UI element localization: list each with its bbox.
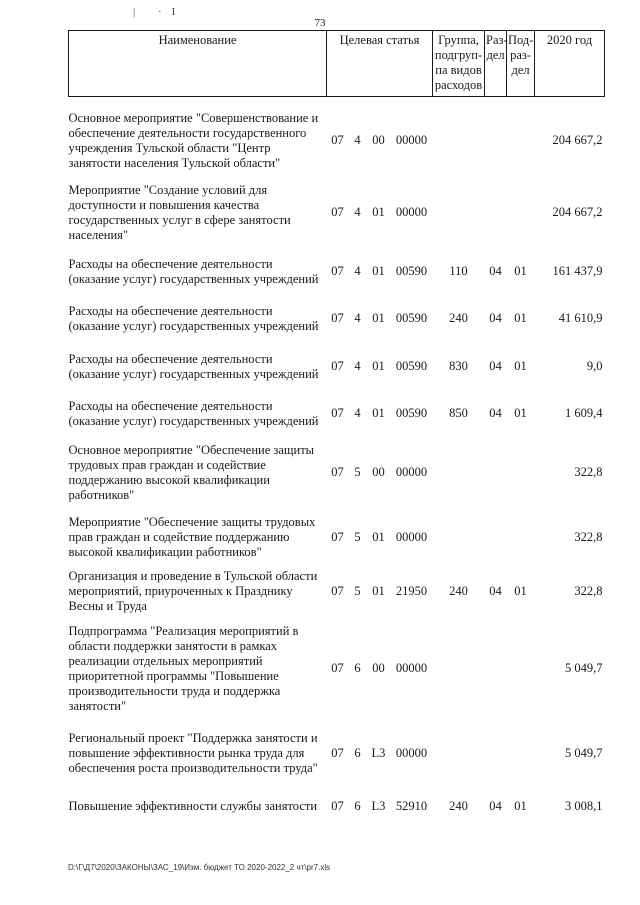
table-row <box>69 617 605 721</box>
row-code-direction: 00590 <box>395 359 428 373</box>
row-expense-group: 850 <box>449 406 468 420</box>
row-name: Основное мероприятие "Совершенствование и обеспечение деятельности государственного учреждения Тульской области "Центр занятости населения Тульской области" <box>68 110 319 170</box>
row-code-program: 07 <box>331 530 344 544</box>
row-section: 04 <box>489 584 502 598</box>
row-subsection <box>507 177 535 249</box>
row-section <box>485 721 507 787</box>
table-body <box>69 105 605 827</box>
row-code-event: L3 <box>371 799 386 813</box>
header-year: 2020 год <box>535 31 605 97</box>
table-row <box>69 787 605 827</box>
row-code-program: 07 <box>331 133 344 147</box>
row-amount: 9,0 <box>586 359 603 373</box>
header-expense-group: Группа, подгруп-па видов расходов <box>433 31 485 97</box>
row-expense-group: 240 <box>449 799 468 813</box>
row-code-subprogram: 4 <box>354 359 361 373</box>
row-section <box>485 105 507 177</box>
row-code-direction: 00590 <box>395 264 428 278</box>
row-section <box>485 437 507 509</box>
table-row <box>69 105 605 177</box>
row-name: Организация и проведение в Тульской области мероприятий, приуроченных к Празднику Весны и Труда <box>68 569 318 613</box>
row-code-subprogram: 6 <box>354 661 361 675</box>
row-code-program: 07 <box>331 264 344 278</box>
row-code-program: 07 <box>331 465 344 479</box>
row-code-event: 01 <box>372 311 385 325</box>
header-subsection: Под-раз-дел <box>507 31 535 97</box>
page-number: 73 <box>314 17 326 29</box>
row-amount: 204 667,2 <box>552 133 603 147</box>
row-code-subprogram: 4 <box>354 205 361 219</box>
table-row <box>69 437 605 509</box>
row-amount: 5 049,7 <box>565 661 603 675</box>
row-expense-group <box>433 437 485 509</box>
row-amount: 3 008,1 <box>565 799 603 813</box>
row-subsection <box>507 617 535 721</box>
row-amount: 161 437,9 <box>552 264 603 278</box>
row-amount: 41 610,9 <box>558 311 603 325</box>
row-expense-group <box>433 509 485 567</box>
row-subsection: 01 <box>514 584 527 598</box>
row-name: Основное мероприятие "Обеспечение защиты трудовых прав граждан и содействие поддержанию высокой квалификации работников" <box>68 442 315 502</box>
row-code-subprogram: 5 <box>354 584 361 598</box>
row-subsection: 01 <box>514 359 527 373</box>
row-code-direction: 21950 <box>395 584 428 598</box>
table-header <box>69 31 605 105</box>
row-code-program: 07 <box>331 406 344 420</box>
row-expense-group <box>433 177 485 249</box>
row-code-direction: 52910 <box>395 799 428 813</box>
table-row <box>69 249 605 295</box>
row-code-subprogram: 4 <box>354 133 361 147</box>
row-section: 04 <box>489 264 502 278</box>
row-code-event: 01 <box>372 359 385 373</box>
row-expense-group: 240 <box>449 584 468 598</box>
row-amount: 204 667,2 <box>552 205 603 219</box>
file-path-footer: D:\Г\Д7\2020\ЗАКОНЫ\ЗАС_19\Изм. бюджет ТО 2020-2022_2 чт\pr7.xls <box>68 863 331 872</box>
row-expense-group: 830 <box>449 359 468 373</box>
row-expense-group: 110 <box>449 264 468 278</box>
row-section <box>485 617 507 721</box>
row-name: Расходы на обеспечение деятельности (оказание услуг) государственных учреждений <box>68 351 319 381</box>
row-code-event: 01 <box>372 264 385 278</box>
row-expense-group <box>433 617 485 721</box>
row-name: Мероприятие "Обеспечение защиты трудовых прав граждан и содействие поддержанию высокой квалификации работников" <box>68 515 316 559</box>
row-code-event: 00 <box>372 133 385 147</box>
header-spacer <box>69 97 605 105</box>
row-expense-group <box>433 105 485 177</box>
row-expense-group <box>433 721 485 787</box>
row-subsection <box>507 509 535 567</box>
scan-marks: | ·I <box>133 6 186 18</box>
row-code-subprogram: 4 <box>354 264 361 278</box>
row-name: Подпрограмма "Реализация мероприятий в области поддержки занятости в рамках реализации отдельных мероприятий приоритетной программы "Повышение производительности труда и поддержка занятости" <box>68 623 299 713</box>
row-code-direction: 00590 <box>395 406 428 420</box>
row-code-program: 07 <box>331 359 344 373</box>
row-code-subprogram: 6 <box>354 799 361 813</box>
row-code-event: 01 <box>372 584 385 598</box>
table-row <box>69 343 605 391</box>
row-subsection: 01 <box>514 311 527 325</box>
row-section: 04 <box>489 406 502 420</box>
row-section: 04 <box>489 311 502 325</box>
row-section <box>485 177 507 249</box>
row-code-direction: 00000 <box>395 661 428 675</box>
row-subsection <box>507 105 535 177</box>
row-code-event: 01 <box>372 406 385 420</box>
row-code-direction: 00590 <box>395 311 428 325</box>
row-code-subprogram: 4 <box>354 406 361 420</box>
row-amount: 322,8 <box>574 584 603 598</box>
table-row <box>69 509 605 567</box>
table-row <box>69 177 605 249</box>
row-code-program: 07 <box>331 746 344 760</box>
row-name: Расходы на обеспечение деятельности (оказание услуг) государственных учреждений <box>68 398 319 428</box>
row-amount: 322,8 <box>574 465 603 479</box>
row-code-direction: 00000 <box>395 205 428 219</box>
row-section: 04 <box>489 799 502 813</box>
table-row <box>69 391 605 437</box>
row-subsection <box>507 437 535 509</box>
budget-table <box>68 30 605 827</box>
header-name: Наименование <box>69 31 327 97</box>
row-amount: 5 049,7 <box>565 746 603 760</box>
row-code-direction: 00000 <box>395 746 428 760</box>
row-amount: 322,8 <box>574 530 603 544</box>
row-expense-group: 240 <box>449 311 468 325</box>
table-row <box>69 295 605 343</box>
row-code-direction: 00000 <box>395 133 428 147</box>
row-code-direction: 00000 <box>395 530 428 544</box>
table-row <box>69 721 605 787</box>
row-subsection: 01 <box>514 799 527 813</box>
row-subsection: 01 <box>514 264 527 278</box>
row-subsection: 01 <box>514 406 527 420</box>
row-section: 04 <box>489 359 502 373</box>
row-name: Мероприятие "Создание условий для доступности и повышения качества государственных услуг в сфере занятости населения" <box>68 182 291 242</box>
row-name: Региональный проект "Поддержка занятости и повышение эффективности рынка труда для обеспечения роста производительности труда" <box>68 731 318 775</box>
row-code-program: 07 <box>331 311 344 325</box>
row-amount: 1 609,4 <box>565 406 603 420</box>
row-code-subprogram: 5 <box>354 530 361 544</box>
row-code-program: 07 <box>331 799 344 813</box>
row-code-program: 07 <box>331 661 344 675</box>
header-target-article: Целевая статья <box>327 31 433 97</box>
row-code-subprogram: 6 <box>354 746 361 760</box>
row-code-direction: 00000 <box>395 465 428 479</box>
row-code-event: 01 <box>372 530 385 544</box>
row-name: Расходы на обеспечение деятельности (оказание услуг) государственных учреждений <box>68 256 319 286</box>
row-name: Повышение эффективности службы занятости <box>68 799 318 813</box>
row-code-subprogram: 4 <box>354 311 361 325</box>
row-code-event: 01 <box>372 205 385 219</box>
row-code-program: 07 <box>331 205 344 219</box>
row-code-event: L3 <box>371 746 386 760</box>
row-code-subprogram: 5 <box>354 465 361 479</box>
table-row <box>69 567 605 617</box>
header-section: Раз-дел <box>485 31 507 97</box>
row-subsection <box>507 721 535 787</box>
row-code-program: 07 <box>331 584 344 598</box>
row-code-event: 00 <box>372 465 385 479</box>
row-name: Расходы на обеспечение деятельности (оказание услуг) государственных учреждений <box>68 303 319 333</box>
row-section <box>485 509 507 567</box>
row-code-event: 00 <box>372 661 385 675</box>
